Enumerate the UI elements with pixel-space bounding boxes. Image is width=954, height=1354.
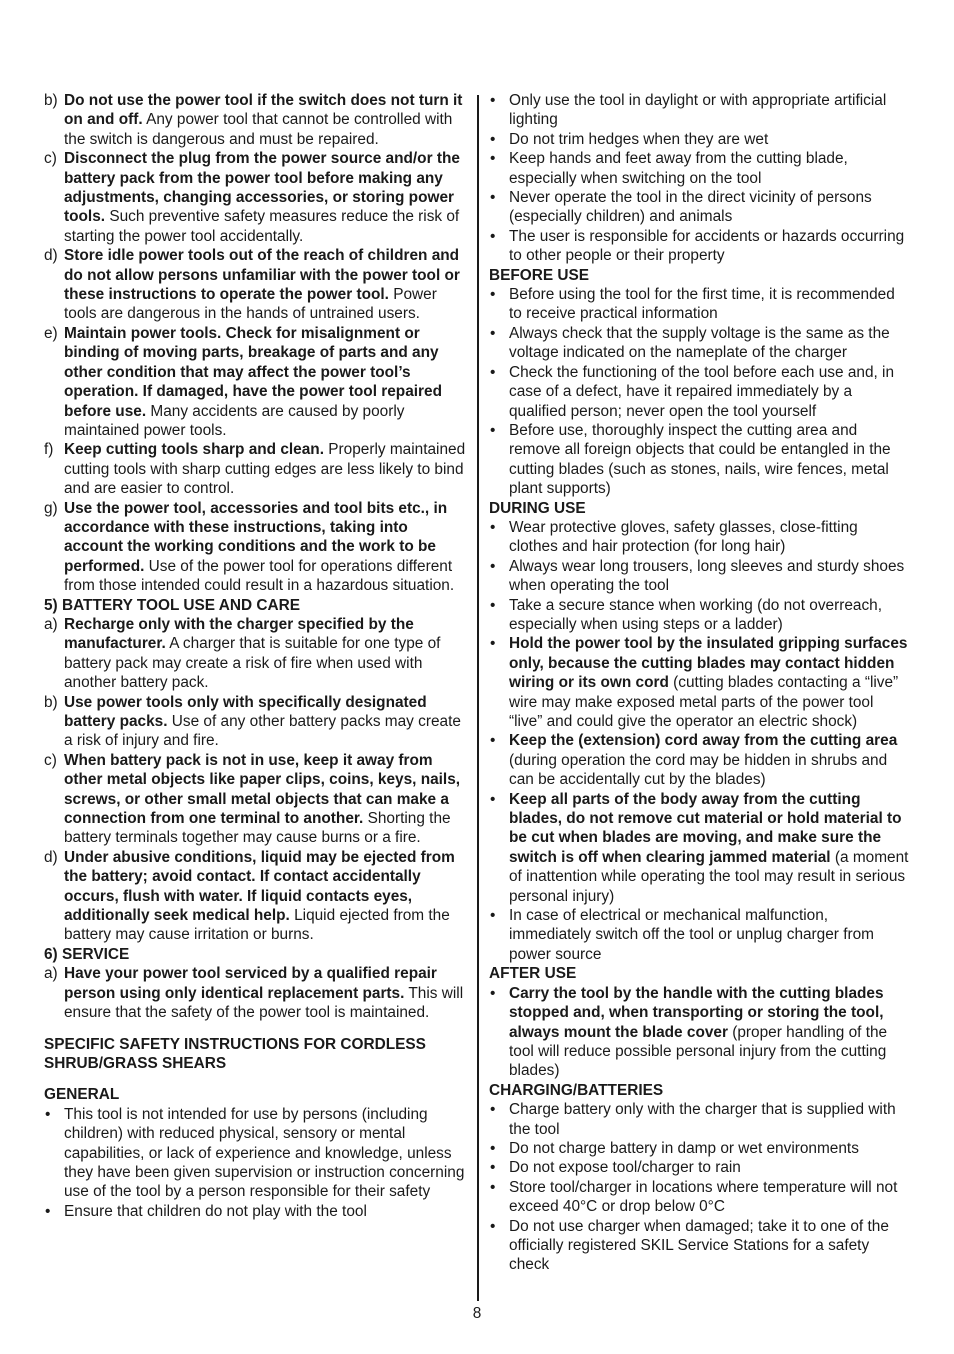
item-text: Properly maintained cutting tools with sharp cutting edges are less likely to bind and are easier to control.	[64, 441, 466, 498]
item-text: Wear protective gloves, safety glasses, close-fitting clothes and hair protection (for long hair)	[509, 518, 858, 556]
item-body	[509, 907, 874, 963]
item-text: Check the functioning of the tool before each use and, in case of a defect, have it repaired immediately by a qualified person; never open the tool yourself	[509, 363, 895, 420]
item-body	[64, 92, 462, 148]
item-text: Only use the tool in daylight or with appropriate artificial lighting	[509, 92, 887, 129]
list-item	[44, 964, 469, 1022]
item-text: Charge battery only with the charger that is supplied with the tool	[509, 1101, 896, 1138]
item-text: Keep hands and feet away from the cutting blade, especially when switching on the tool	[509, 150, 848, 187]
safety-list	[44, 91, 469, 596]
bullet-marker: •	[490, 732, 496, 750]
item-body	[509, 228, 904, 264]
bullet-marker: •	[490, 596, 496, 614]
list-item	[489, 1217, 909, 1275]
item-text: Any power tool that cannot be controlled with the switch is dangerous and must be repaired.	[64, 111, 453, 148]
item-body	[509, 1101, 896, 1137]
list-item	[44, 324, 469, 440]
bullet-marker: •	[490, 1139, 496, 1157]
item-text: Always check that the supply voltage is the same as the voltage indicated on the nameplate of the charger	[509, 324, 890, 362]
list-item	[489, 1100, 909, 1139]
item-body	[509, 985, 887, 1080]
right-column	[489, 91, 909, 1275]
page-number: 8	[472, 1305, 482, 1322]
before-use-heading: BEFORE USE	[489, 266, 590, 284]
after-use-heading: AFTER USE	[489, 965, 577, 983]
item-body	[64, 441, 465, 497]
before-use-bullets	[489, 285, 909, 498]
bullet-marker: •	[490, 150, 496, 168]
bullet-marker: •	[490, 363, 496, 381]
item-text: Store tool/charger in locations where temperature will not exceed 40°C or drop below 0°C	[509, 1178, 898, 1216]
item-text: Use of any other battery packs may create a risk of injury and fire.	[64, 713, 461, 750]
item-text: A charger that is suitable for one type of battery pack may create a risk of fire when used with another battery pack.	[64, 635, 441, 692]
list-item	[489, 421, 909, 499]
item-text: Take a secure stance when working (do not overreach, especially when using steps or a ladder)	[509, 596, 882, 633]
item-letter: a)	[44, 615, 58, 633]
bullet-marker: •	[490, 1178, 496, 1196]
item-text: Many accidents are caused by poorly maintained power tools.	[64, 402, 405, 439]
item-letter: f)	[44, 441, 54, 459]
item-text: Before using the tool for the first time, it is recommended to receive practical information	[509, 286, 895, 323]
spacer	[44, 1073, 469, 1085]
bullet-marker: •	[490, 189, 496, 207]
item-body	[509, 189, 872, 225]
item-text: Power tools are dangerous in the hands of untrained users.	[64, 286, 437, 323]
bullet-marker: •	[490, 227, 496, 245]
bullet-marker: •	[490, 907, 496, 925]
item-body	[509, 325, 890, 361]
list-item	[44, 246, 469, 324]
list-item	[44, 693, 469, 751]
list-item	[44, 615, 469, 693]
general-bullets	[44, 1105, 469, 1221]
item-letter: a)	[44, 965, 58, 983]
item-emphasis: Disconnect the plug from the power source and/or the battery pack from the power tool before making any adjustments, changing accessories, or storing power tools.	[64, 150, 460, 226]
item-body	[64, 150, 460, 245]
list-item	[489, 557, 909, 596]
list-item	[44, 91, 469, 149]
item-body	[64, 325, 442, 439]
service-section-heading: 6) SERVICE	[44, 945, 130, 963]
bullet-marker: •	[490, 518, 496, 536]
list-item	[44, 1202, 469, 1221]
list-item	[489, 227, 909, 266]
item-letter: d)	[44, 848, 58, 866]
item-text: Do not charge battery in damp or wet environments	[509, 1139, 859, 1157]
list-item	[489, 1178, 909, 1217]
list-item	[489, 149, 909, 188]
list-item	[489, 188, 909, 227]
item-body	[509, 286, 895, 322]
item-letter: c)	[44, 751, 57, 769]
list-item	[489, 91, 909, 130]
item-text: (during operation the cord may be hidden in shrubs and can be accidentally cut by the blades)	[509, 751, 888, 789]
item-body	[509, 92, 886, 128]
bullet-marker: •	[490, 92, 496, 109]
item-body	[509, 1159, 741, 1176]
bullet-marker: •	[490, 130, 496, 148]
item-body	[509, 558, 904, 594]
list-item	[489, 634, 909, 731]
service-list	[44, 964, 469, 1022]
item-body	[509, 131, 768, 148]
item-body	[509, 519, 858, 555]
item-body	[64, 965, 463, 1021]
item-text: Do not use charger when damaged; take it to one of the officially registered SKIL Service Stations for a safety check	[509, 1217, 889, 1274]
item-body	[64, 752, 460, 847]
item-body	[64, 616, 440, 691]
battery-section-heading: 5) BATTERY TOOL USE AND CARE	[44, 596, 300, 614]
list-item	[44, 149, 469, 246]
item-emphasis: Have your power tool serviced by a qualified repair person using only identical replacement parts.	[64, 965, 437, 1002]
list-item	[489, 1139, 909, 1158]
item-text: The user is responsible for accidents or hazards occurring to other people or their property	[509, 227, 905, 265]
item-letter: c)	[44, 150, 57, 168]
bullet-marker: •	[490, 286, 496, 304]
list-item	[44, 499, 469, 596]
item-text: Shorting the battery terminals together may cause burns or a fire.	[64, 810, 451, 847]
bullet-marker: •	[490, 1217, 496, 1235]
item-body	[509, 1140, 859, 1157]
item-emphasis: Do not use the power tool if the switch does not turn it on and off.	[64, 92, 463, 129]
list-item	[489, 518, 909, 557]
list-item	[489, 790, 909, 906]
left-column	[44, 91, 469, 1221]
item-emphasis: Keep the (extension) cord away from the cutting area	[509, 732, 898, 750]
battery-list	[44, 615, 469, 945]
charging-bullets	[489, 1100, 909, 1275]
item-text: Use of the power tool for operations different from those intended could result in a hazardous situation.	[64, 557, 455, 595]
item-text: This will ensure that the safety of the power tool is maintained.	[64, 984, 464, 1022]
list-item	[489, 906, 909, 964]
bullet-marker: •	[490, 984, 496, 1002]
during-use-heading: DURING USE	[489, 499, 586, 517]
item-body	[64, 500, 454, 595]
item-emphasis: Carry the tool by the handle with the cutting blades stopped and, when transporting or storing the tool, always mount the blade cover	[509, 984, 884, 1041]
list-item	[489, 596, 909, 635]
after-use-bullets	[489, 984, 909, 1081]
item-body	[509, 597, 882, 633]
list-item	[489, 363, 909, 421]
bullet-marker: •	[490, 421, 496, 439]
item-text: Do not expose tool/charger to rain	[509, 1159, 741, 1177]
item-body	[64, 694, 461, 750]
bullet-marker: •	[490, 324, 496, 342]
bullet-marker: •	[490, 790, 496, 808]
item-text: Always wear long trousers, long sleeves and sturdy shoes when operating the tool	[509, 557, 905, 595]
item-body	[509, 422, 891, 497]
item-body	[509, 791, 908, 905]
item-text: (a moment of inattention while operating the tool may result in serious personal injury)	[509, 848, 909, 905]
bullet-marker: •	[45, 1105, 51, 1123]
list-item	[489, 285, 909, 324]
item-emphasis: Use the power tool, accessories and tool bits etc., in accordance with these instructions, taking into account the working conditions and the work to be performed.	[64, 499, 448, 575]
general-bullets-continued	[489, 91, 909, 266]
item-body	[509, 364, 894, 420]
list-item	[489, 984, 909, 1081]
item-emphasis: Hold the power tool by the insulated gripping surfaces only, because the cutting blades may contact hidden wiring or its own cord	[509, 635, 908, 692]
item-text: Ensure that children do not play with the tool	[64, 1202, 367, 1220]
item-letter: e)	[44, 324, 58, 342]
item-emphasis: Use power tools only with specifically designated battery packs.	[64, 693, 427, 730]
list-item	[489, 731, 909, 789]
item-body	[509, 1179, 897, 1215]
item-emphasis: Recharge only with the charger specified by the manufacturer.	[64, 615, 414, 653]
item-text: Do not trim hedges when they are wet	[509, 130, 769, 148]
item-text: (proper handling of the tool will reduce possible personal injury from the cutting blades)	[509, 1023, 888, 1080]
list-item	[44, 440, 469, 498]
item-emphasis: Store idle power tools out of the reach of children and do not allow persons unfamiliar with the power tool or these instructions to operate the power tool.	[64, 247, 460, 304]
bullet-marker: •	[490, 1159, 496, 1177]
charging-heading: CHARGING/BATTERIES	[489, 1081, 664, 1099]
item-letter: g)	[44, 499, 58, 517]
item-letter: d)	[44, 247, 58, 265]
item-emphasis: When battery pack is not in use, keep it away from other metal objects like paper clips, coins, keys, nails, screws, or other small metal objects that can make a connection from one terminal to another.	[64, 751, 461, 828]
during-use-bullets	[489, 518, 909, 964]
bullet-marker: •	[490, 557, 496, 575]
item-body	[64, 1106, 464, 1201]
item-text: Such preventive safety measures reduce the risk of starting the power tool accidentally.	[64, 208, 460, 245]
list-item	[489, 1158, 909, 1177]
column-divider	[477, 95, 479, 1301]
list-item	[44, 848, 469, 945]
item-letter: b)	[44, 693, 58, 711]
item-text: Before use, thoroughly inspect the cutting area and remove all foreign objects that could be entangled in the cutting blades (such as stones, nails, wire fences, metal plant supports)	[509, 421, 891, 498]
item-body	[64, 849, 455, 944]
item-text: (cutting blades contacting a “live” wire may make exposed metal parts of the power tool “live” and could give the operator an electric shock)	[509, 674, 899, 730]
item-text: Liquid ejected from the battery may cause irritation or burns.	[64, 907, 450, 944]
list-item	[44, 1105, 469, 1202]
item-letter: b)	[44, 92, 58, 109]
item-text: This tool is not intended for use by persons (including children) with reduced physical, sensory or mental capabilities, or lack of experience and knowledge, unless they have been given supervision or instruction concerning use of the tool by a person responsible for their safety	[64, 1105, 465, 1201]
bullet-marker: •	[490, 1101, 496, 1119]
bullet-marker: •	[45, 1202, 51, 1220]
list-item	[44, 751, 469, 848]
specific-safety-heading: SPECIFIC SAFETY INSTRUCTIONS FOR CORDLESS SHRUB/GRASS SHEARS	[44, 1035, 426, 1072]
item-emphasis: Keep all parts of the body away from the cutting blades, do not remove cut material or hold material to be cut when blades are moving, and make sure the switch is off when clearing jammed material	[509, 790, 902, 866]
item-emphasis: Maintain power tools. Check for misalignment or binding of moving parts, breakage of parts and any other condition that may affect the power tool’s operation. If damaged, have the power tool repaired before use.	[64, 324, 442, 420]
item-body	[509, 732, 897, 788]
item-body	[64, 1203, 367, 1220]
bullet-marker: •	[490, 635, 496, 653]
item-text: In case of electrical or mechanical malfunction, immediately switch off the tool or unplug charger from power source	[509, 907, 874, 963]
item-text: Never operate the tool in the direct vicinity of persons (especially children) and animals	[509, 189, 872, 226]
item-body	[64, 247, 460, 322]
list-item	[489, 130, 909, 149]
item-emphasis: Keep cutting tools sharp and clean.	[64, 441, 324, 459]
item-body	[509, 635, 907, 730]
list-item	[489, 324, 909, 363]
item-body	[509, 150, 848, 186]
item-body	[509, 1218, 889, 1274]
spacer	[44, 1023, 469, 1035]
general-heading: GENERAL	[44, 1086, 120, 1104]
item-emphasis: Under abusive conditions, liquid may be ejected from the battery; avoid contact. If contact accidentally occurs, flush with water. If liquid contacts eyes, additionally seek medical help.	[64, 848, 455, 925]
